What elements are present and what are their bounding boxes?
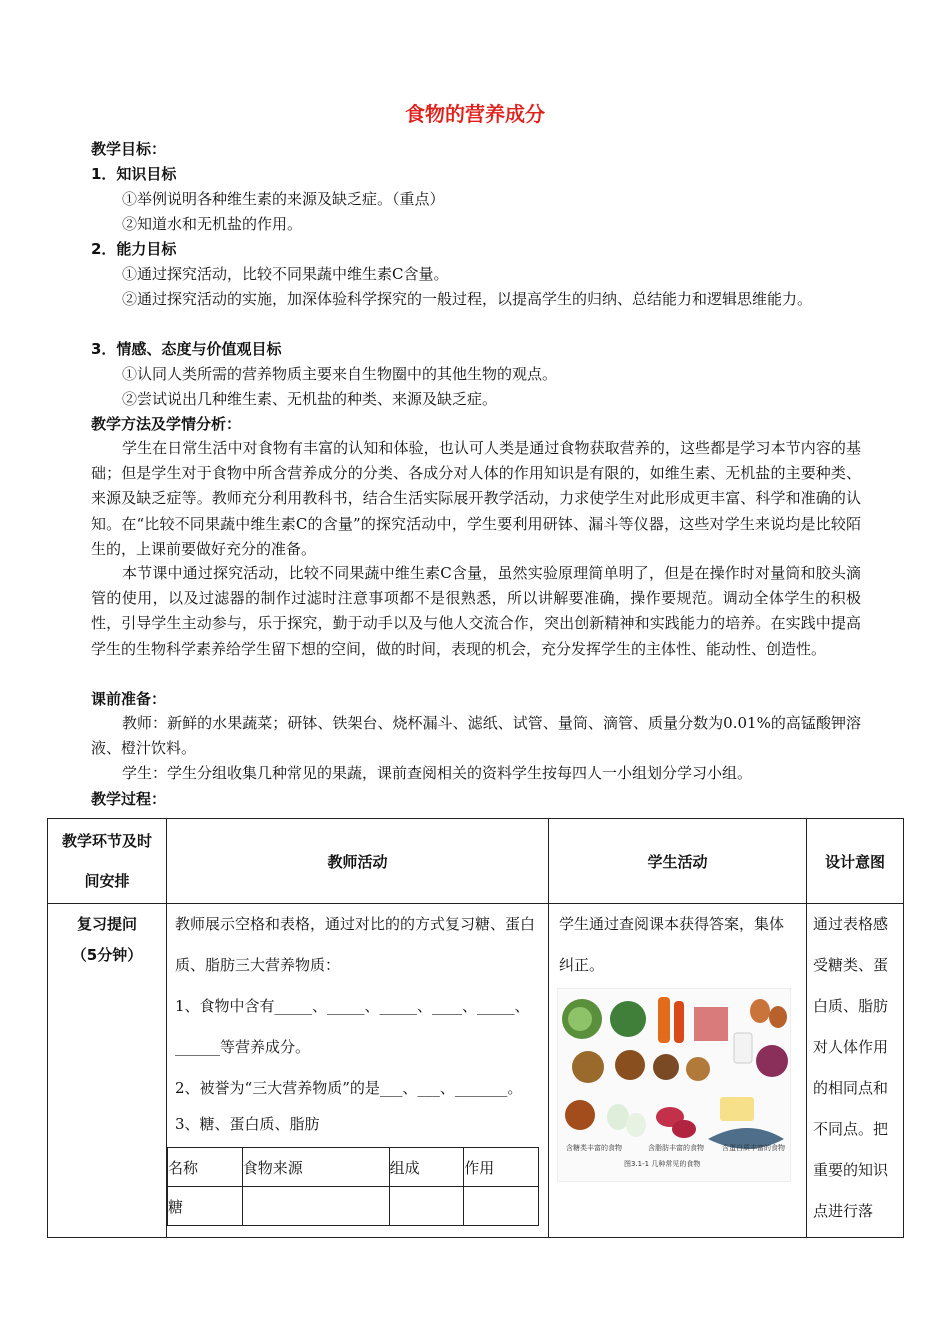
- figure-caption-sugar: 含糖类丰富的食物: [566, 1144, 622, 1152]
- header-student-activity: 学生活动: [549, 819, 807, 904]
- goals-heading: 教学目标：: [91, 140, 167, 158]
- nutrient-header-name: 名称: [168, 1148, 243, 1187]
- design-intent-cell: [807, 904, 904, 1238]
- figure-caption: 图3.1-1 几种常见的食物: [624, 1160, 701, 1168]
- header-stage-time: 教学环节及时间安排: [48, 819, 167, 904]
- header-teacher-activity: 教师活动: [167, 819, 549, 904]
- teacher-text-1: 教师展示空格和表格，通过对比的的方式复习糖、蛋白质、脂肪三大营养物质：: [175, 915, 536, 974]
- design-intent-text: 通过表格感受糖类、蛋白质、脂肪对人体作用的相同点和不同点。把重要的知识点进行落: [813, 915, 889, 1220]
- goal2-heading: 2．能力目标: [91, 240, 177, 258]
- food-figure: [557, 988, 791, 1182]
- goal2-item-b: ②通过探究活动的实施，加深体验科学探究的一般过程，以提高学生的归纳、总结能力和逻辑思维能力。: [122, 290, 813, 308]
- goal1-heading: 1．知识目标: [91, 165, 177, 183]
- goal2-item-a: ①通过探究活动，比较不同果蔬中维生素C含量。: [122, 265, 449, 283]
- nutrient-cell: [242, 1187, 389, 1226]
- prep-student: 学生：学生分组收集几种常见的果蔬，课前查阅相关的资料学生按每四人一小组划分学习小组。: [122, 764, 753, 782]
- goal3-item-b: ②尝试说出几种维生素、无机盐的种类、来源及缺乏症。: [122, 390, 498, 408]
- teacher-text-2: 1、食物中含有_____、_____、_____、____、_____、______等营养成分。: [175, 997, 530, 1056]
- stage-time: （5分钟）: [71, 946, 143, 964]
- goal3-item-a: ①认同人类所需的营养物质主要来自生物圈中的其他生物的观点。: [122, 365, 558, 383]
- nutrient-header-function: 作用: [464, 1148, 539, 1187]
- nutrient-cell: [464, 1187, 539, 1226]
- goal1-item-a: ①举例说明各种维生素的来源及缺乏症。（重点）: [122, 190, 445, 208]
- student-text: 学生通过查阅课本获得答案，集体纠正。: [559, 915, 785, 974]
- nutrient-row-sugar: 糖: [168, 1187, 243, 1226]
- prep-teacher: 教师：新鲜的水果蔬菜；研钵、铁架台、烧杯漏斗、滤纸、试管、量筒、滴管、质量分数为0.01%的高锰酸钾溶液、橙汁饮料。: [91, 714, 861, 758]
- stage-cell: [48, 904, 167, 1238]
- method-heading: 教学方法及学情分析：: [91, 415, 242, 433]
- page-title: 食物的营养成分: [405, 102, 545, 126]
- goal3-heading: 3．情感、态度与价值观目标: [91, 340, 282, 358]
- goal1-item-b: ②知道水和无机盐的作用。: [122, 215, 303, 233]
- lesson-process-table: [47, 818, 904, 1238]
- figure-caption-protein: 含蛋白质丰富的食物: [722, 1144, 785, 1152]
- prep-heading: 课前准备：: [91, 690, 167, 708]
- teacher-text-3: 2、被誉为“三大营养物质”的是___、___、_______。: [175, 1079, 523, 1097]
- process-heading: 教学过程：: [91, 790, 167, 808]
- nutrient-cell: [389, 1187, 464, 1226]
- method-paragraph-2: 本节课中通过探究活动，比较不同果蔬中维生素C含量，虽然实验原理简单明了，但是在操作时对量筒和胶头滴管的使用，以及过滤器的制作过滤时注意事项都不是很熟悉，所以讲解要准确，操作要规范。调动全体学生的积极性，引导学生主动参与，乐于探究，勤于动手以及与他人交流合作，突出创新精神和实践能力的培养。在实践中提高学生的生物科学素养给学生留下想的空间，做的时间，表现的机会，充分发挥学生的主体性、能动性、创造性。: [91, 564, 861, 658]
- teacher-text-4: 3、糖、蛋白质、脂肪: [175, 1115, 320, 1133]
- nutrient-header-source: 食物来源: [242, 1148, 389, 1187]
- figure-caption-fat: 含脂肪丰富的食物: [648, 1144, 704, 1152]
- header-design-intent: 设计意图: [807, 819, 904, 904]
- nutrient-header-composition: 组成: [389, 1148, 464, 1187]
- method-paragraph-1: 学生在日常生活中对食物有丰富的认知和体验，也认可人类是通过食物获取营养的，这些都是学习本节内容的基础；但是学生对于食物中所含营养成分的分类、各成分对人体的作用知识是有限的，如维生素、无机盐的主要种类、来源及缺乏症等。教师充分利用教科书，结合生活实际展开教学活动，力求使学生对此形成更丰富、科学和准确的认知。在“比较不同果蔬中维生素C的含量”的探究活动中，学生要利用研钵、漏斗等仪器，这些对学生来说均是比较陌生的，上课前要做好充分的准备。: [91, 439, 861, 558]
- student-activity-cell: [549, 904, 807, 1238]
- nutrient-table: [167, 1147, 539, 1226]
- stage-name: 复习提问: [76, 915, 137, 933]
- teacher-activity-cell: [167, 904, 549, 1238]
